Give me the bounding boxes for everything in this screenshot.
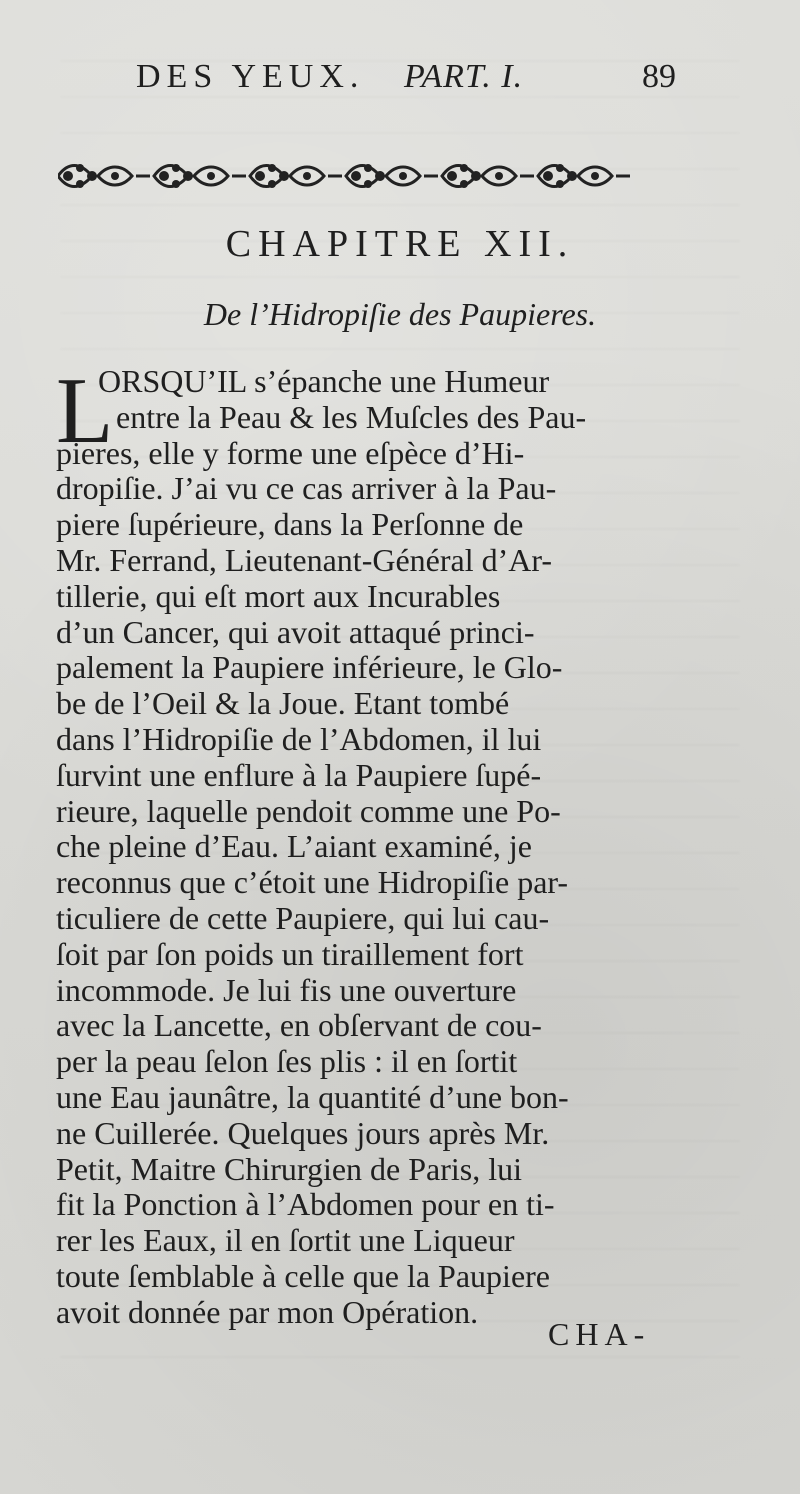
text-line: per la peau ſelon ſes plis : il en ſortit: [56, 1043, 518, 1080]
text-line: ſoit par ſon poids un tiraillement fort: [56, 935, 524, 972]
text-line: reconnus que c’étoit une Hidropiſie par-: [56, 864, 569, 901]
running-head: [136, 58, 676, 98]
text-line: avoit donnée par mon Opération.: [56, 1293, 479, 1330]
running-head-part: PART. I.: [404, 58, 524, 95]
text-line: une Eau jaunâtre, la quantité d’une bon-: [56, 1078, 569, 1115]
text-line: toute ſemblable à celle que la Paupiere: [56, 1257, 550, 1294]
chapter-subtitle: De l’Hidropiſie des Paupieres.: [203, 296, 597, 332]
main-paragraph: [56, 359, 682, 1331]
text-line: be de l’Oeil & la Joue. Etant tombé: [56, 685, 510, 722]
text-line: incommode. Je lui fis une ouverture: [56, 971, 517, 1008]
catchword: CHA-: [548, 1316, 651, 1352]
text-line: ne Cuillerée. Quelques jours après Mr.: [56, 1114, 550, 1151]
chapter-title: CHAPITRE XII.: [225, 223, 575, 265]
text-line: ticuliere de cette Paupiere, qui lui cau-: [56, 899, 550, 936]
decorative-border-ornament: [58, 154, 672, 198]
text-line: dropiſie. J’ai vu ce cas arriver à la Pau-: [56, 470, 557, 507]
text-line: Petit, Maitre Chirurgien de Paris, lui: [56, 1150, 523, 1187]
text-line: rieure, laquelle pendoit comme une Po-: [56, 792, 561, 829]
text-line: entre la Peau & les Muſcles des Pau-: [116, 398, 587, 435]
text-line: Mr. Ferrand, Lieutenant-Général d’Ar-: [56, 541, 553, 578]
text-line: piere ſupérieure, dans la Perſonne de: [56, 506, 524, 543]
text-line: palement la Paupiere inférieure, le Glo-: [56, 649, 563, 686]
drop-capital: L: [56, 359, 114, 463]
text-line: dans l’Hidropiſie de l’Abdomen, il lui: [56, 720, 542, 757]
page-number: 89: [642, 58, 676, 95]
text-line: rer les Eaux, il en ſortit une Liqueur: [56, 1222, 515, 1259]
text-line: che pleine d’Eau. L’aiant examiné, je: [56, 828, 532, 865]
text-line: avec la Lancette, en obſervant de cou-: [56, 1007, 542, 1044]
text-line: ſurvint une enflure à la Paupiere ſupé-: [56, 756, 542, 793]
running-head-title: DES YEUX.: [136, 58, 365, 95]
text-line: ORSQU’IL s’épanche une Humeur: [98, 363, 550, 399]
text-line: d’un Cancer, qui avoit attaqué princi-: [56, 613, 535, 650]
text-line: fit la Ponction à l’Abdomen pour en ti-: [56, 1186, 555, 1223]
text-line: pieres, elle y forme une eſpèce d’Hi-: [56, 434, 525, 471]
text-line: tillerie, qui eſt mort aux Incurables: [56, 577, 501, 614]
